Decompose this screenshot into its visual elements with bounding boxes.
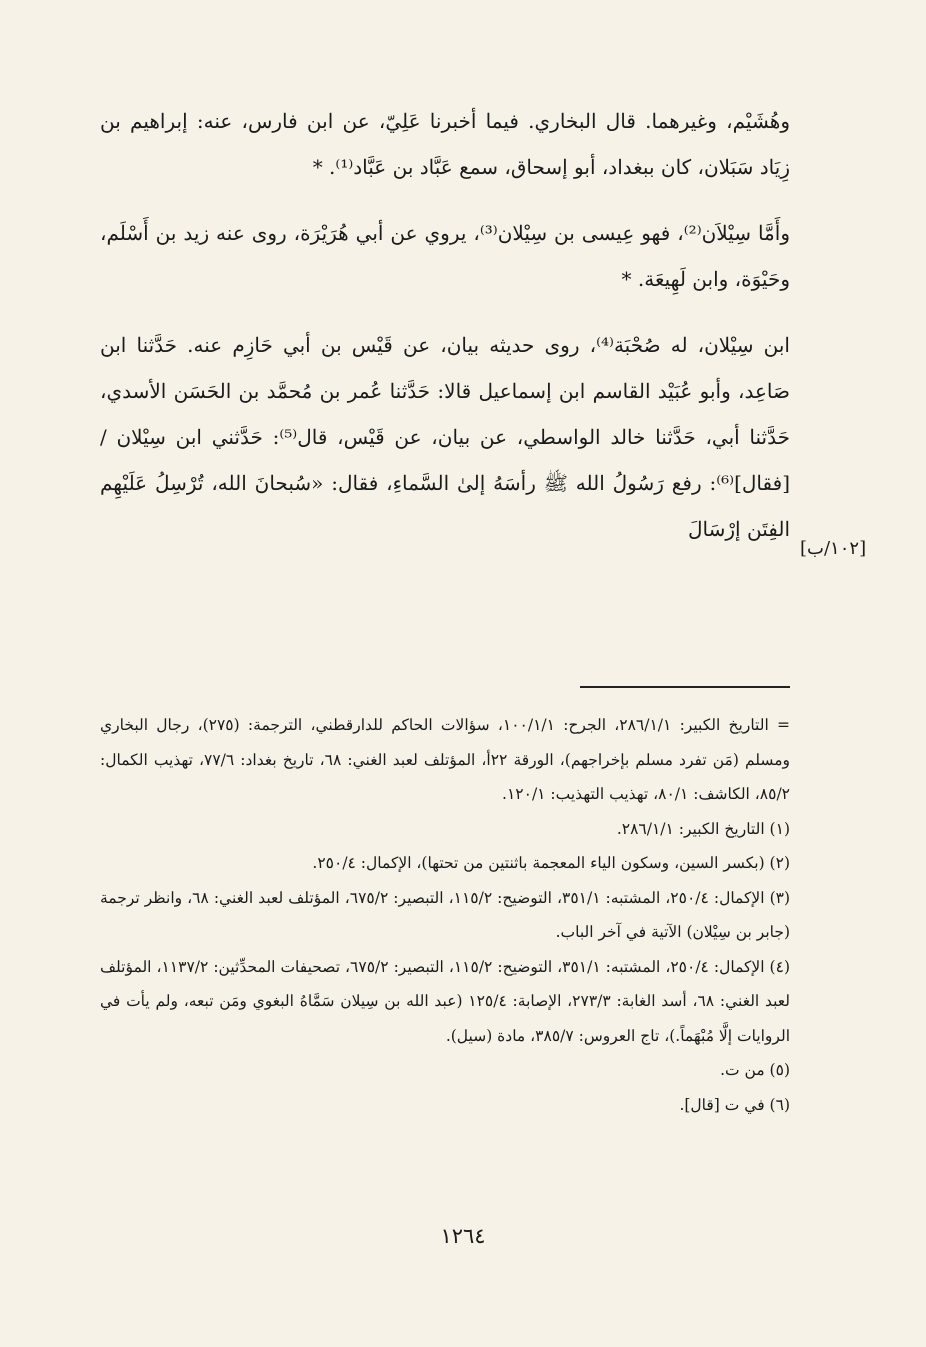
footnote-5: (٥) من ت.	[720, 1061, 790, 1079]
paragraph-2: وأَمَّا سِيْلاَن⁽²⁾، فهو عِيسى بن سِيْلان⁽³⁾، يروي عن أبي هُرَيْرَة، روى عنه زيد بن أَسْلَم، وحَيْوَة، وابن لَهِيعَة. *	[100, 221, 790, 291]
footnote-continuation: = التاريخ الكبير: ٢٨٦/١/١، الجرح: ١٠٠/١/١، سؤالات الحاكم للدارقطني، الترجمة: (٢٧٥)، رجال البخاري ومسلم (مَن تفرد مسلم بإخراجهم)، الورقة ٢٢أ، المؤتلف لعبد الغني: ٦٨، تاريخ بغداد: ٧٧/٦، تهذيب الكمال: ٨٥/٢، الكاشف: ٨٠/١، تهذيب التهذيب: ١٢٠/١.	[100, 716, 791, 803]
main-text	[100, 98, 790, 552]
page-number: ١٢٦٤	[440, 1224, 486, 1248]
margin-folio-reference: [١٠٢/ب]	[800, 538, 867, 559]
paragraph-1: وهُشَيْم، وغيرهما. قال البخاري. فيما أخبرنا عَلِيّ، عن ابن فارس، عنه: إبراهيم بن زِيَاد سَبَلان، كان ببغداد، أبو إسحاق، سمع عَبَّاد بن عَبَّاد⁽¹⁾. *	[100, 109, 790, 179]
footnote-3: (٣) الإكمال: ٢٥٠/٤، المشتبه: ٣٥١/١، التوضيح: ١١٥/٢، التبصير: ٦٧٥/٢، المؤتلف لعبد الغني: ٦٨، وانظر ترجمة (جابر بن سِيْلان) الآتية في آخر الباب.	[100, 888, 791, 941]
footnote-2: (٢) (بكسر السين، وسكون الياء المعجمة باثنتين من تحتها)، الإكمال: ٢٥٠/٤.	[312, 854, 790, 872]
paragraph-3: ابن سِيْلان، له صُحْبَة⁽⁴⁾، روى حديثه بيان، عن قَيْس بن أبي حَازِم عنه. حَدَّثنا ابن صَاعِد، وأبو عُبَيْد القاسم ابن إسماعيل قالا: حَدَّثنا عُمر بن مُحمَّد بن الحَسَن الأسدي، حَدَّثنا أبي، حَدَّثنا خالد الواسطي، عن بيان، عن قَيْس، قال⁽⁵⁾: حَدَّثني ابن سِيْلان / [فقال]⁽⁶⁾: رفع رَسُولُ الله ﷺ رأسَهُ إلىٰ السَّماءِ، فقال: «سُبحانَ الله، تُرْسِلُ عَلَيْهِم الفِتَن إرْسَالَ	[100, 333, 790, 541]
footnote-4: (٤) الإكمال: ٢٥٠/٤، المشتبه: ٣٥١/١، التوضيح: ١١٥/٢، التبصير: ٦٧٥/٢، تصحيفات المحدِّثين: ١١٣٧/٢، المؤتلف لعبد الغني: ٦٨، أسد الغابة: ٢٧٣/٣، الإصابة: ١٢٥/٤ (عبد الله بن سِيلان سَمَّاهُ البغوي ومَن تبعه، ولم يأت في الروايات إلَّا مُبْهَماً.)، تاج العروس: ٣٨٥/٧، مادة (سيل).	[100, 957, 790, 1045]
footnotes	[100, 708, 790, 1122]
footnote-6: (٦) في ت [قال].	[679, 1095, 790, 1114]
footnote-separator	[580, 686, 790, 688]
footnote-1: (١) التاريخ الكبير: ٢٨٦/١/١.	[616, 819, 790, 838]
